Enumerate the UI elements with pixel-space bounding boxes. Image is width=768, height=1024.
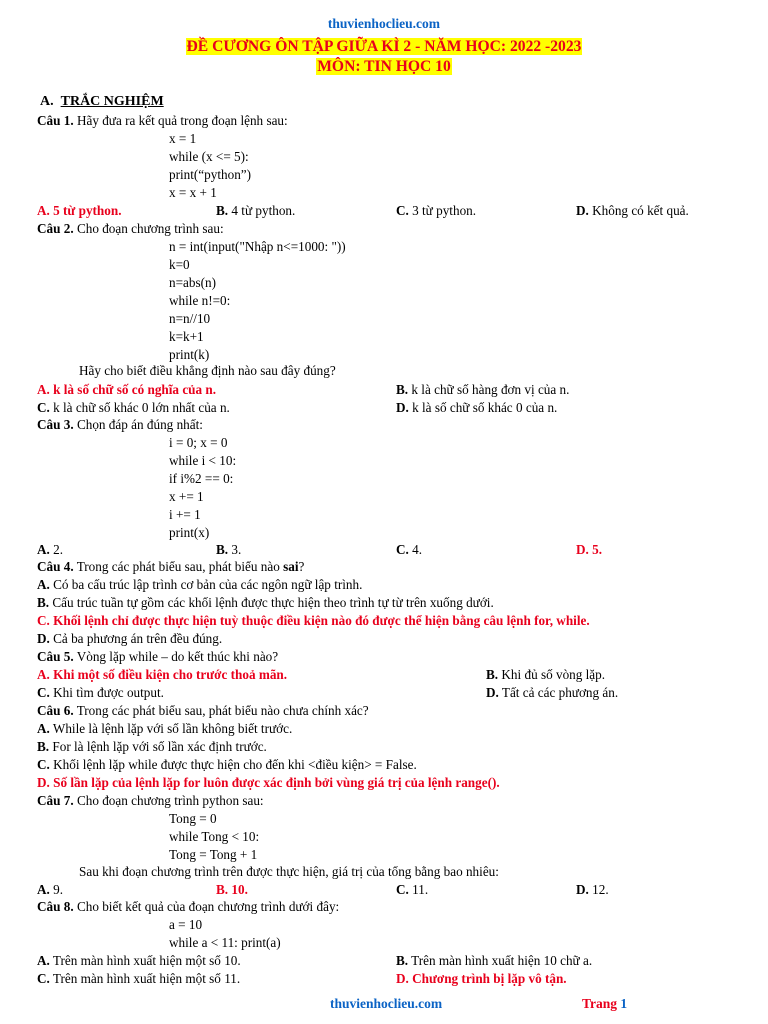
question-prompt: Hãy cho biết điều khẳng định nào sau đây đúng? [79,363,336,378]
option-d: D. k là số chữ số khác 0 của n. [396,400,558,415]
code-line: x += 1 [169,489,204,504]
option-a: A. 2. [37,542,64,557]
option-d: D. 12. [576,882,609,897]
option-c: C. Trên màn hình xuất hiện một số 11. [37,971,241,986]
code-line: while (x <= 5): [169,149,249,164]
option-a: A. While là lệnh lặp với số lần không biết trước. [37,721,293,736]
question-4: Câu 4. Trong các phát biểu sau, phát biểu nào sai? [37,559,305,574]
footer-site: thuvienhoclieu.com [330,996,443,1011]
option-b: B. k là chữ số hàng đơn vị của n. [396,382,570,397]
question-3: Câu 3. Chọn đáp án đúng nhất: [37,417,203,432]
code-line: x = 1 [169,131,197,146]
code-line: print(k) [169,347,210,362]
option-c: C. 11. [396,882,429,897]
option-a-correct: A. Khi một số điều kiện cho trước thoả mãn. [37,667,288,682]
option-b: B. Trên màn hình xuất hiện 10 chữ a. [396,953,593,968]
option-c: C. 3 từ python. [396,203,477,218]
option-d-correct: D. Số lần lặp của lệnh lặp for luôn được xác định bởi vùng giá trị của lệnh range(). [37,775,500,790]
option-a-correct: A. k là số chữ số có nghĩa của n. [37,382,217,397]
question-5: Câu 5. Vòng lặp while – do kết thúc khi nào? [37,649,279,664]
option-b: B. 4 từ python. [216,203,296,218]
code-line: while i < 10: [169,453,237,468]
code-line: Tong = 0 [169,811,217,826]
code-line: x = x + 1 [169,185,217,200]
option-c: C. 4. [396,542,423,557]
option-a: A. Có ba cấu trúc lập trình cơ bản của các ngôn ngữ lập trình. [37,577,363,592]
option-c: C. Khi tìm được output. [37,685,164,700]
code-line: while a < 11: print(a) [169,935,281,950]
question-6: Câu 6. Trong các phát biểu sau, phát biểu nào chưa chính xác? [37,703,369,718]
option-b: B. 3. [216,542,242,557]
option-d: D. Tất cả các phương án. [486,685,619,700]
code-line: print(“python”) [169,167,252,182]
option-b: B. Cấu trúc tuần tự gồm các khối lệnh được thực hiện theo trình tự từ trên xuống dưới. [37,595,494,610]
option-b-correct: B. 10. [216,882,248,897]
option-d-correct: D. Chương trình bị lặp vô tận. [396,971,567,986]
option-b: B. Khi đủ số vòng lặp. [486,667,606,682]
option-d-correct: D. 5. [576,542,603,557]
document-title: ĐỀ CƯƠNG ÔN TẬP GIỮA KÌ 2 - NĂM HỌC: 2022 -2023 [186,38,582,55]
question-8: Câu 8. Cho biết kết quả của đoạn chương trình dưới đây: [37,899,340,914]
question-7: Câu 7. Cho đoạn chương trình python sau: [37,793,264,808]
code-line: while n!=0: [169,293,231,308]
option-c: C. Khối lệnh lặp while được thực hiện cho đến khi <điều kiện> = False. [37,757,417,772]
code-line: Tong = Tong + 1 [169,847,258,862]
code-line: n=n//10 [169,311,211,326]
option-b: B. For là lệnh lặp với số lần xác định trước. [37,739,267,754]
code-line: print(x) [169,525,210,540]
code-line: i = 0; x = 0 [169,435,228,450]
code-line: n=abs(n) [169,275,216,290]
option-a-correct: A. 5 từ python. [37,203,122,218]
option-a: A. Trên màn hình xuất hiện một số 10. [37,953,241,968]
code-line: k=k+1 [169,329,204,344]
document-subject: MÔN: TIN HỌC 10 [317,58,451,75]
code-line: i += 1 [169,507,201,522]
option-a: A. 9. [37,882,64,897]
option-c: C. k là chữ số khác 0 lớn nhất của n. [37,400,230,415]
code-line: k=0 [169,257,190,272]
option-d: D. Không có kết quả. [576,203,689,218]
code-line: if i%2 == 0: [169,471,234,486]
site-name: thuvienhoclieu.com [327,16,441,31]
code-line: a = 10 [169,917,203,932]
code-line: while Tong < 10: [169,829,260,844]
question-prompt: Sau khi đoạn chương trình trên được thực hiện, giá trị của tổng bằng bao nhiêu: [79,864,499,879]
option-d: D. Cả ba phương án trên đều đúng. [37,631,223,646]
question-1: Câu 1. Hãy đưa ra kết quả trong đoạn lệnh sau: [37,113,288,128]
question-2: Câu 2. Cho đoạn chương trình sau: [37,221,224,236]
code-line: n = int(input("Nhập n<=1000: ")) [169,239,346,254]
page-number: Trang 1 [582,996,628,1011]
section-heading: A. TRẮC NGHIỆM [40,94,164,109]
option-c-correct: C. Khối lệnh chỉ được thực hiện tuỳ thuộc điều kiện nào đó được thể hiện bằng câu lệnh for, while. [37,613,590,628]
